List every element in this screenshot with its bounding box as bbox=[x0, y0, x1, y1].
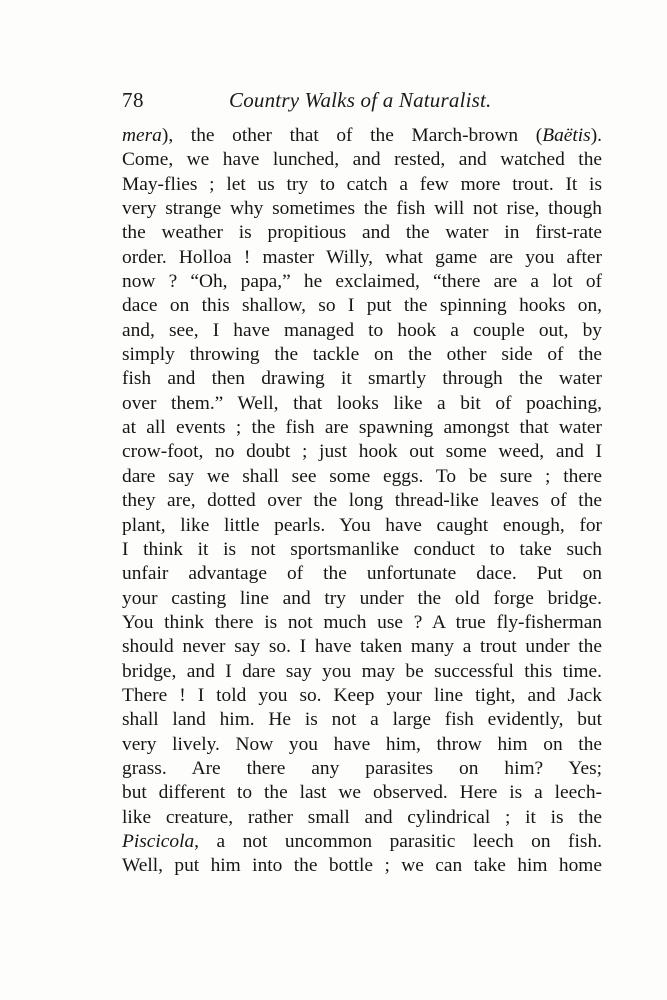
running-head bbox=[122, 88, 602, 118]
text-line bbox=[122, 319, 602, 343]
text-line bbox=[122, 489, 602, 513]
text-segment: should never say so. I have taken many a trout under the bbox=[122, 636, 602, 658]
text-segment: dace on this shallow, so I put the spinning hooks on, bbox=[122, 295, 602, 317]
text-segment: Well, put him into the bottle ; we can take him home bbox=[122, 855, 602, 877]
text-segment: simply throwing the tackle on the other side of the bbox=[122, 344, 602, 366]
text-line bbox=[122, 757, 602, 781]
text-line bbox=[122, 294, 602, 318]
text-segment: shall land him. He is not a large fish evidently, but bbox=[122, 709, 602, 731]
text-segment: very lively. Now you have him, throw him on the bbox=[122, 733, 602, 755]
text-line bbox=[122, 854, 602, 878]
text-segment: crow-foot, no doubt ; just hook out some weed, and I bbox=[122, 441, 602, 463]
text-line bbox=[122, 684, 602, 708]
text-segment: ), the other that of the March-brown ( bbox=[161, 125, 543, 146]
text-line bbox=[122, 173, 602, 197]
text-line bbox=[122, 538, 602, 562]
text-line bbox=[122, 708, 602, 732]
text-segment: grass. Are there any parasites on him? Yes; bbox=[122, 757, 602, 779]
text-line bbox=[122, 246, 602, 270]
text-segment: at all events ; the fish are spawning amongst that water bbox=[122, 417, 602, 439]
italic-text: mera bbox=[122, 125, 162, 146]
text-line bbox=[122, 733, 602, 757]
text-line bbox=[122, 124, 602, 148]
text-line bbox=[122, 635, 602, 659]
text-segment: now ? “Oh, papa,” he exclaimed, “there are a lot of bbox=[122, 271, 602, 293]
text-segment: dare say we shall see some eggs. To be sure ; there bbox=[122, 465, 602, 487]
text-segment: over them.” Well, that looks like a bit of poaching, bbox=[122, 392, 602, 414]
text-segment: order. Holloa ! master Willy, what game are you after bbox=[122, 246, 602, 268]
text-segment: You think there is not much use ? A true fly-fisherman bbox=[122, 611, 602, 633]
text-segment: Come, we have lunched, and rested, and watched the bbox=[122, 149, 602, 171]
text-line bbox=[122, 660, 602, 684]
text-segment: very strange why sometimes the fish will not rise, though bbox=[122, 198, 602, 220]
text-line bbox=[122, 806, 602, 830]
text-segment: your casting line and try under the old forge bridge. bbox=[122, 587, 602, 609]
running-title: Country Walks of a Naturalist. bbox=[229, 88, 492, 112]
text-line bbox=[122, 465, 602, 489]
text-segment: , a not uncommon parasitic leech on fish. bbox=[194, 830, 602, 852]
text-line bbox=[122, 562, 602, 586]
text-segment: but different to the last we observed. Here is a leech- bbox=[122, 782, 602, 804]
text-line bbox=[122, 830, 602, 854]
text-segment: and, see, I have managed to hook a couple out, by bbox=[122, 319, 602, 341]
text-segment: fish and then drawing it smartly through the water bbox=[122, 368, 602, 390]
text-segment: unfair advantage of the unfortunate dace. Put on bbox=[122, 563, 602, 585]
text-line bbox=[122, 221, 602, 245]
text-line bbox=[122, 148, 602, 172]
text-line bbox=[122, 587, 602, 611]
text-line bbox=[122, 416, 602, 440]
text-line bbox=[122, 781, 602, 805]
text-segment: they are, dotted over the long thread-like leaves of the bbox=[122, 490, 602, 512]
text-line bbox=[122, 514, 602, 538]
italic-text: Baëtis bbox=[542, 125, 591, 146]
text-segment: bridge, and I dare say you may be successful this time. bbox=[122, 660, 602, 682]
text-line bbox=[122, 611, 602, 635]
page-number: 78 bbox=[122, 88, 144, 112]
body-text bbox=[122, 124, 602, 879]
text-segment: the weather is propitious and the water in first-rate bbox=[122, 222, 602, 244]
text-segment: May-flies ; let us try to catch a few more trout. It is bbox=[122, 173, 602, 195]
text-line bbox=[122, 440, 602, 464]
text-segment: plant, like little pearls. You have caught enough, for bbox=[122, 514, 602, 536]
text-line bbox=[122, 343, 602, 367]
text-line bbox=[122, 367, 602, 391]
text-line bbox=[122, 270, 602, 294]
text-line bbox=[122, 392, 602, 416]
text-segment: like creature, rather small and cylindrical ; it is the bbox=[122, 806, 602, 828]
text-segment: There ! I told you so. Keep your line tight, and Jack bbox=[122, 684, 602, 706]
text-line bbox=[122, 197, 602, 221]
italic-text: Piscicola bbox=[122, 830, 195, 852]
text-segment: I think it is not sportsmanlike conduct to take such bbox=[122, 538, 602, 560]
text-segment: ). bbox=[590, 125, 602, 146]
